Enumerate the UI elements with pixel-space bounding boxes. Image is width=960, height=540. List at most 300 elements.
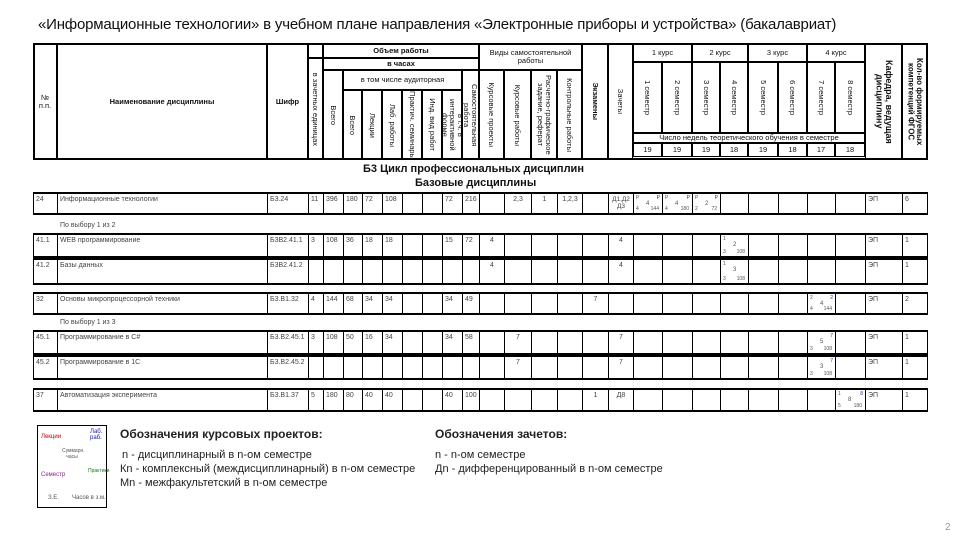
tests-legend-item: Дn - дифференцированный в n-ом семестре <box>435 463 663 475</box>
semester-load-cell <box>720 260 748 283</box>
control-works <box>557 260 582 283</box>
self-hours <box>462 260 479 283</box>
total-hours: 180 <box>323 390 343 410</box>
semester-c-value: 8 <box>848 397 852 403</box>
tests <box>608 294 633 313</box>
header-label: Лаб. работы <box>387 103 397 147</box>
course-works: 7 <box>504 332 531 353</box>
aud-hours <box>343 260 362 283</box>
calc-tasks <box>531 390 557 410</box>
course-works: 7 <box>504 357 531 378</box>
header-practice <box>402 90 422 160</box>
competences-count: 1 <box>902 390 928 410</box>
header-semester <box>778 62 807 133</box>
semester-cell <box>778 390 807 410</box>
semester-cell <box>692 357 720 378</box>
semester-load-cell <box>692 194 720 213</box>
semester-cell <box>720 194 748 213</box>
interactive-hours: 40 <box>442 390 462 410</box>
header-label: 7 семестр <box>816 80 826 115</box>
semester-load-cell <box>633 194 662 213</box>
semester-bl-value: 5 <box>838 403 841 409</box>
department: ЭП <box>865 260 902 283</box>
projects-legend-item: Мn - межфакультетский в n-ом семестре <box>120 477 328 489</box>
header-incl-aud <box>343 70 462 90</box>
header-lectures <box>362 90 382 160</box>
legend-semester: Семестр <box>41 472 66 478</box>
exams <box>582 235 608 256</box>
row-number: 24 <box>33 194 57 213</box>
discipline-name: WEB программирование <box>57 235 267 256</box>
competences-count: 1 <box>902 332 928 353</box>
semester-cell <box>748 194 778 213</box>
table-row <box>33 233 928 258</box>
header-code <box>267 43 308 160</box>
semester-tr-value: 8 <box>860 391 863 397</box>
semester-c-value: 5 <box>820 339 824 345</box>
semester-bl-value: 4 <box>810 306 813 312</box>
page-number: 2 <box>945 522 951 533</box>
lab-hours: 18 <box>382 235 402 256</box>
semester-bl-value: 3 <box>810 346 813 352</box>
control-works <box>557 332 582 353</box>
practice-hours <box>402 357 422 378</box>
header-course <box>807 43 865 62</box>
semester-cell <box>692 235 720 256</box>
lab-hours: 34 <box>382 294 402 313</box>
header-label: 19 <box>643 145 652 155</box>
header-competences <box>902 43 928 160</box>
semester-cell <box>778 194 807 213</box>
header-credits <box>308 58 323 160</box>
semester-br-value: 144 <box>823 306 832 312</box>
semester-cell <box>662 332 692 353</box>
table-row <box>33 192 928 215</box>
header-label: Зачеты <box>616 88 626 115</box>
table-row <box>33 388 928 412</box>
header-aud_total <box>343 90 362 160</box>
self-hours: 58 <box>462 332 479 353</box>
credits <box>308 357 323 378</box>
header-exams <box>582 43 608 160</box>
semester-br-value: 108 <box>823 346 832 352</box>
table-row <box>33 355 928 380</box>
projects-legend-item: n - дисциплинарный в n-ом семестре <box>122 449 312 461</box>
control-works <box>557 357 582 378</box>
header-interactive <box>440 90 465 160</box>
semester-bl-value: 4 <box>636 206 639 212</box>
competences-count: 6 <box>902 194 928 213</box>
exams <box>582 194 608 213</box>
header-course_proj <box>479 70 504 160</box>
semester-tl-value: 1 <box>723 261 726 267</box>
semester-cell <box>778 294 807 313</box>
semester-c-value: 2 <box>705 201 709 207</box>
semester-tl-value: Р <box>665 195 669 201</box>
semester-c-value: 4 <box>675 201 679 207</box>
calc-tasks: 1 <box>531 194 557 213</box>
credits: 3 <box>308 235 323 256</box>
header-label: Курсовые работы <box>513 84 523 146</box>
row-number: 41.1 <box>33 235 57 256</box>
discipline-code: Б3В2.41.2 <box>267 260 308 283</box>
credits: 3 <box>308 332 323 353</box>
header-label: в часах <box>387 59 415 69</box>
header-label: 2 семестр <box>672 80 682 115</box>
competences-count: 2 <box>902 294 928 313</box>
lecture-hours <box>362 357 382 378</box>
calc-tasks <box>531 260 557 283</box>
header-label: Кафедра, ведущая дисциплину <box>874 59 894 144</box>
semester-cell <box>835 235 865 256</box>
course-works <box>504 235 531 256</box>
self-hours <box>462 357 479 378</box>
self-hours: 49 <box>462 294 479 313</box>
semester-cell <box>720 390 748 410</box>
semester-tl-value: 1 <box>838 391 841 397</box>
header-course <box>633 43 692 62</box>
interactive-hours <box>442 260 462 283</box>
header-labs <box>382 90 402 160</box>
header-label: 18 <box>845 145 855 155</box>
header-label: 5 семестр <box>758 80 768 115</box>
header-label: № п.п. <box>38 92 52 110</box>
semester-bl-value: 3 <box>810 371 813 377</box>
semester-tl-value: Р <box>695 195 699 201</box>
total-hours <box>323 357 343 378</box>
header-calc <box>531 70 557 160</box>
interactive-hours <box>442 357 462 378</box>
semester-load-cell <box>662 194 692 213</box>
header-self <box>462 70 479 160</box>
credits: 11 <box>308 194 323 213</box>
self-hours: 100 <box>462 390 479 410</box>
tests: 7 <box>608 357 633 378</box>
semester-br-value: 180 <box>680 206 689 212</box>
header-label: 1 семестр <box>643 80 653 115</box>
lecture-hours: 16 <box>362 332 382 353</box>
header-label: 18 <box>788 145 797 155</box>
department: ЭП <box>865 235 902 256</box>
course-projects <box>479 390 504 410</box>
choice-note-1: По выбору 1 из 2 <box>60 222 116 229</box>
interactive-hours: 34 <box>442 294 462 313</box>
slide-title: «Информационные технологии» в учебном плане направления «Электронные приборы и устройства» (бакалавриат) <box>38 16 837 33</box>
discipline-name: Программирование в 1С <box>57 357 267 378</box>
total-hours: 144 <box>323 294 343 313</box>
semester-cell <box>748 260 778 283</box>
lecture-hours: 18 <box>362 235 382 256</box>
discipline-code: Б3.В2.45.2 <box>267 357 308 378</box>
semester-br-value: 180 <box>853 403 862 409</box>
tests: 7 <box>608 332 633 353</box>
semester-cell <box>748 390 778 410</box>
semester-bl-value: 4 <box>665 206 668 212</box>
semester-tr-value: 7 <box>830 358 833 364</box>
competences-count: 1 <box>902 357 928 378</box>
header-credits-tests <box>608 43 633 160</box>
legend-summary: Суммарн. часы <box>62 448 85 460</box>
section-subtitle: Базовые дисциплины <box>415 177 537 189</box>
control-works <box>557 390 582 410</box>
course-works <box>504 294 531 313</box>
course-projects: 4 <box>479 235 504 256</box>
lecture-hours: 34 <box>362 294 382 313</box>
header-label: 18 <box>729 145 739 155</box>
discipline-code: Б3В2.41.1 <box>267 235 308 256</box>
lab-hours <box>382 357 402 378</box>
credits: 5 <box>308 390 323 410</box>
header-semester <box>748 62 778 133</box>
control-works <box>557 235 582 256</box>
header-label: 6 семестр <box>788 80 798 115</box>
header-label: Объем работы <box>373 45 429 55</box>
course-works <box>504 390 531 410</box>
credits: 4 <box>308 294 323 313</box>
semester-cell <box>778 260 807 283</box>
semester-cell <box>633 235 662 256</box>
semester-br-value: 72 <box>711 206 717 212</box>
header-label: Всего <box>328 105 338 125</box>
calc-tasks <box>531 357 557 378</box>
semester-c-value: 4 <box>646 201 650 207</box>
discipline-code: Б3.В1.37 <box>267 390 308 410</box>
header-volume <box>323 43 479 58</box>
row-number: 45.1 <box>33 332 57 353</box>
control-works <box>557 294 582 313</box>
lab-hours: 40 <box>382 390 402 410</box>
legend-cell-box <box>37 425 110 508</box>
header-label: 3 семестр <box>701 80 711 115</box>
lecture-hours: 72 <box>362 194 382 213</box>
header-label: Наименование дисциплины <box>109 96 215 106</box>
semester-cell <box>778 332 807 353</box>
practice-hours <box>402 235 422 256</box>
header-label: Экзамены <box>590 82 600 121</box>
tests: Д1,Д2 Д3 <box>608 194 633 213</box>
header-semester <box>835 62 865 133</box>
table-row <box>33 330 928 355</box>
semester-cell <box>748 235 778 256</box>
semester-load-cell <box>835 390 865 410</box>
semester-cell <box>720 357 748 378</box>
header-label: Шифр <box>275 96 300 106</box>
lecture-hours <box>362 260 382 283</box>
tests: Д8 <box>608 390 633 410</box>
header-label: Практич. семинары <box>407 91 417 159</box>
semester-cell <box>692 260 720 283</box>
semester-cell <box>807 194 835 213</box>
semester-c-value: 3 <box>733 267 737 273</box>
semester-cell <box>692 332 720 353</box>
semester-cell <box>720 332 748 353</box>
semester-cell <box>835 294 865 313</box>
header-label: Всего <box>348 115 358 135</box>
semester-cell <box>662 390 692 410</box>
header-weeks <box>807 143 835 157</box>
aud-hours: 68 <box>343 294 362 313</box>
table-row <box>33 292 928 315</box>
lab-hours: 34 <box>382 332 402 353</box>
header-label: 4 курс <box>825 47 847 57</box>
header-label: Контрольные работы <box>565 78 575 152</box>
exams: 1 <box>582 390 608 410</box>
semester-bl-value: 3 <box>723 249 726 255</box>
semester-cell <box>807 390 835 410</box>
header-ind <box>422 90 442 160</box>
control-works: 1,2,3 <box>557 194 582 213</box>
semester-cell <box>807 260 835 283</box>
practice-hours <box>402 332 422 353</box>
ind-hours <box>422 194 442 213</box>
section-title: Б3 Цикл профессиональных дисциплин <box>363 163 584 175</box>
legend-labs: Лаб. раб. <box>90 429 103 441</box>
discipline-name: Информационные технологии <box>57 194 267 213</box>
course-projects <box>479 332 504 353</box>
legend-hours: Часов в з.м. <box>72 495 106 501</box>
header-weeks <box>692 143 720 157</box>
header-label: 8 семестр <box>845 80 855 115</box>
semester-br-value: 144 <box>650 206 659 212</box>
header-self-types <box>479 43 582 70</box>
header-total-hours <box>323 70 343 160</box>
competences-count: 1 <box>902 235 928 256</box>
semester-cell <box>748 332 778 353</box>
header-label: Виды самостоятельной работы <box>489 47 572 65</box>
ind-hours <box>422 332 442 353</box>
semester-c-value: 4 <box>820 301 824 307</box>
header-weeks <box>662 143 692 157</box>
table-row <box>33 258 928 285</box>
semester-cell <box>633 332 662 353</box>
calc-tasks <box>531 294 557 313</box>
course-projects: 4 <box>479 260 504 283</box>
discipline-name: Основы микропроцессорной техники <box>57 294 267 313</box>
header-label: 4 семестр <box>729 80 739 115</box>
lab-hours <box>382 260 402 283</box>
header-name <box>57 43 267 160</box>
header-label: Расчетно-графическое задание, реферат <box>536 75 553 155</box>
semester-c-value: 3 <box>820 364 824 370</box>
semester-cell <box>692 390 720 410</box>
row-number: 32 <box>33 294 57 313</box>
header-weeks <box>778 143 807 157</box>
course-projects <box>479 194 504 213</box>
discipline-name: Автоматизация эксперимента <box>57 390 267 410</box>
semester-cell <box>633 260 662 283</box>
total-hours: 396 <box>323 194 343 213</box>
semester-c-value: 2 <box>733 242 737 248</box>
header-weeks <box>720 143 748 157</box>
semester-cell <box>662 260 692 283</box>
semester-tr-value: Р <box>714 195 718 201</box>
course-works: 2,3 <box>504 194 531 213</box>
header-weeks-label <box>633 133 865 143</box>
semester-cell <box>778 357 807 378</box>
practice-hours <box>402 390 422 410</box>
header-weeks <box>748 143 778 157</box>
exams <box>582 260 608 283</box>
header-label: 17 <box>816 145 826 155</box>
discipline-name: Программирование в С# <box>57 332 267 353</box>
header-control <box>557 70 582 160</box>
semester-br-value: 108 <box>736 249 745 255</box>
semester-cell <box>748 294 778 313</box>
exams <box>582 332 608 353</box>
semester-load-cell <box>807 357 835 378</box>
semester-tr-value: Р <box>686 195 690 201</box>
semester-bl-value: 3 <box>723 276 726 282</box>
header-weeks <box>633 143 662 157</box>
semester-br-value: 108 <box>823 371 832 377</box>
tests: 4 <box>608 260 633 283</box>
discipline-code: Б3.24 <box>267 194 308 213</box>
calc-tasks <box>531 235 557 256</box>
ind-hours <box>422 357 442 378</box>
header-label: 2 курс <box>709 47 731 57</box>
header-label: 19 <box>701 145 711 155</box>
practice-hours <box>402 194 422 213</box>
semester-tl-value: 2 <box>810 295 813 301</box>
header-semester <box>720 62 748 133</box>
aud-hours <box>343 357 362 378</box>
header-semester <box>662 62 692 133</box>
course-works <box>504 260 531 283</box>
department: ЭП <box>865 390 902 410</box>
department: ЭП <box>865 194 902 213</box>
semester-cell <box>778 235 807 256</box>
exams <box>582 357 608 378</box>
semester-cell <box>835 357 865 378</box>
ind-hours <box>422 235 442 256</box>
header-label: 19 <box>672 145 682 155</box>
header-semester <box>692 62 720 133</box>
header-label: Самостоятельная работа <box>462 83 480 147</box>
total-hours <box>323 260 343 283</box>
projects-legend-item: Кn - комплексный (междисциплинарный) в n-ом семестре <box>120 463 416 475</box>
interactive-hours: 34 <box>442 332 462 353</box>
self-hours: 216 <box>462 194 479 213</box>
semester-cell <box>633 390 662 410</box>
choice-note-2: По выбору 1 из 3 <box>60 319 116 326</box>
row-number: 45.2 <box>33 357 57 378</box>
semester-cell <box>835 332 865 353</box>
ind-hours <box>422 260 442 283</box>
header-course <box>748 43 807 62</box>
legend-credits: З.Е. <box>48 495 59 501</box>
semester-cell <box>807 235 835 256</box>
ind-hours <box>422 390 442 410</box>
header-course <box>692 43 748 62</box>
practice-hours <box>402 294 422 313</box>
header-label: 3 курс <box>766 47 789 57</box>
header-label: Курсовые проекты <box>487 82 497 148</box>
discipline-name: Базы данных <box>57 260 267 283</box>
semester-tl-value: Р <box>636 195 640 201</box>
semester-br-value: 108 <box>736 276 745 282</box>
course-projects <box>479 357 504 378</box>
header-cell <box>308 43 323 58</box>
semester-cell <box>748 357 778 378</box>
legend-lectures: Лекции <box>41 434 62 440</box>
semester-cell <box>692 294 720 313</box>
ind-hours <box>422 294 442 313</box>
department: ЭП <box>865 332 902 353</box>
header-dept <box>865 43 902 160</box>
semester-tl-value: 1 <box>723 236 726 242</box>
semester-cell <box>662 294 692 313</box>
department: ЭП <box>865 357 902 378</box>
